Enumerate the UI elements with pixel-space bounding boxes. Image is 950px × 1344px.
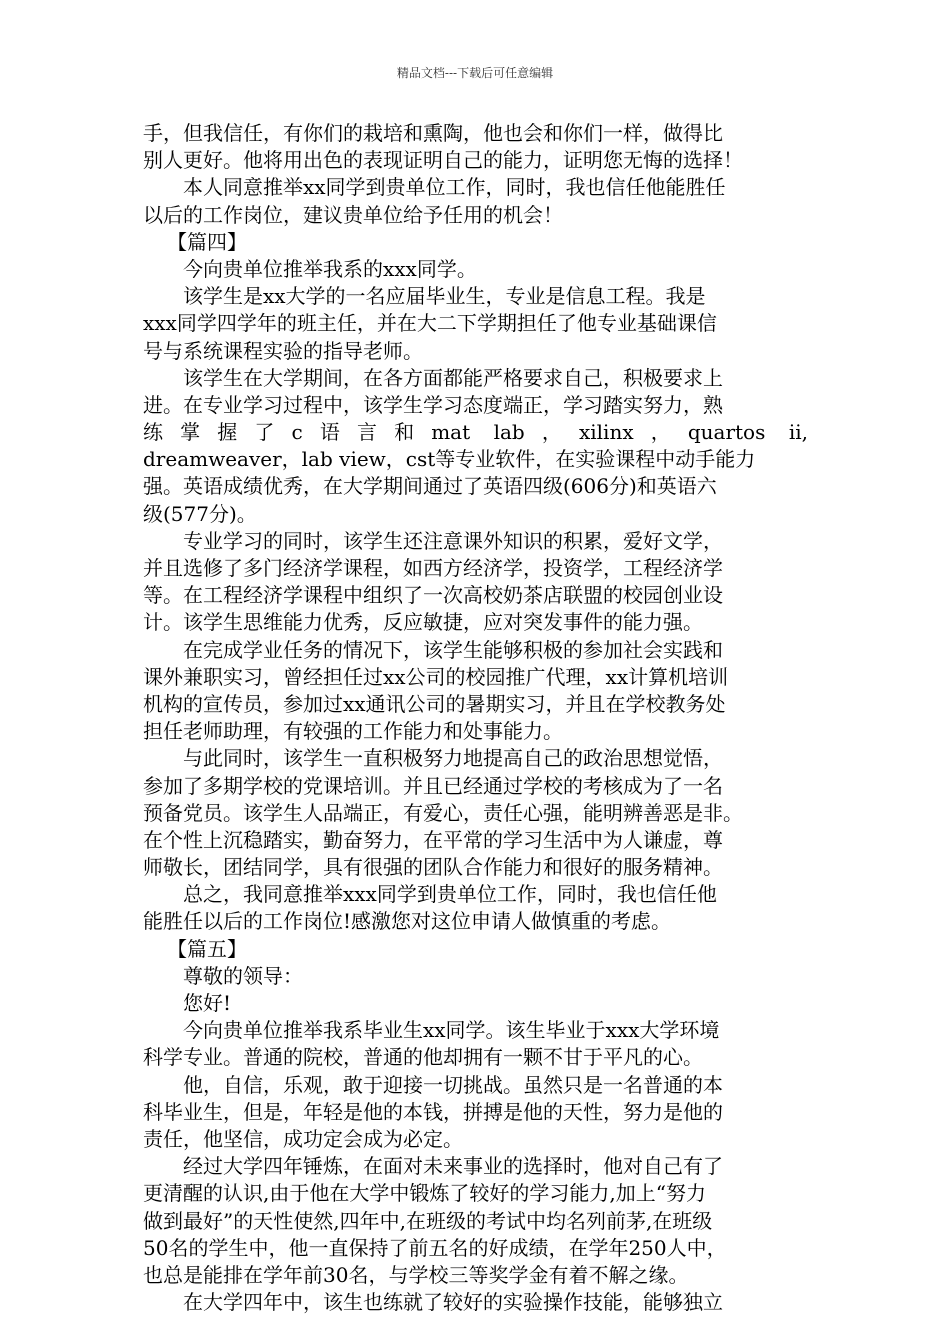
text-line: 以后的工作岗位，建议贵单位给予任用的机会！ (143, 202, 563, 227)
text-line: 该学生是xx大学的一名应届毕业生，专业是信息工程。我是 (183, 284, 706, 309)
text-line: 进。在专业学习过程中，该学生学习态度端正，学习踏实努力，熟 (143, 392, 723, 417)
text-line: 级(577分)。 (143, 501, 257, 526)
text-line: 练掌握了c语言和mat lab，xilinx，quartos ii, (143, 420, 808, 445)
text-line: 等。在工程经济学课程中组织了一次高校奶茶店联盟的校园创业设 (143, 583, 723, 608)
section-heading: 【篇五】 (167, 936, 247, 961)
text-line: 预备党员。该学生人品端正，有爱心，责任心强，能明辨善恶是非。 (143, 800, 743, 825)
text-line: 科学专业。普通的院校，普通的他却拥有一颗不甘于平凡的心。 (143, 1045, 703, 1070)
text-line: 今向贵单位推举我系的xxx同学。 (183, 256, 477, 281)
text-line: 号与系统课程实验的指导老师。 (143, 338, 423, 363)
text-line: 机构的宣传员，参加过xx通讯公司的暑期实习，并且在学校教务处 (143, 691, 726, 716)
greeting: 您好! (183, 991, 232, 1015)
text-line: 参加了多期学校的党课培训。并且已经通过学校的考核成为了一名 (143, 773, 723, 798)
text-line: 在完成学业任务的情况下，该学生能够积极的参加社会实践和 (183, 637, 723, 662)
text-line: 责任，他坚信，成功定会成为必定。 (143, 1126, 463, 1151)
text-line: 今向贵单位推举我系毕业生xx同学。该生毕业于xxx大学环境 (183, 1018, 720, 1043)
text-line: 50名的学生中，他一直保持了前五名的好成绩，在学年250人中， (143, 1235, 727, 1260)
text-line: 该学生在大学期间，在各方面都能严格要求自己，积极要求上 (183, 365, 723, 390)
text-line: 担任老师助理，有较强的工作能力和处事能力。 (143, 719, 563, 744)
text-line: 也总是能排在学年前30名，与学校三等奖学金有着不解之缘。 (143, 1262, 689, 1287)
text-line: xxx同学四学年的班主任，并在大二下学期担任了他专业基础课信 (143, 311, 717, 336)
text-line: 经过大学四年锤炼，在面对未来事业的选择时，他对自己有了 (183, 1154, 723, 1179)
text-line: 计。该学生思维能力优秀，反应敏捷，应对突发事件的能力强。 (143, 610, 703, 635)
text-line: 并且选修了多门经济学课程，如西方经济学，投资学，工程经济学 (143, 556, 723, 580)
section-heading: 【篇四】 (167, 229, 247, 254)
text-line: 做到最好”的天性使然,四年中,在班级的考试中均名列前茅,在班级 (143, 1208, 713, 1233)
text-line: 手，但我信任，有你们的栽培和熏陶，他也会和你们一样，做得比 (143, 121, 723, 145)
text-line: 师敬长，团结同学，具有很强的团队合作能力和很好的服务精神。 (143, 855, 723, 880)
text-line: 他，自信，乐观，敢于迎接一切挑战。虽然只是一名普通的本 (183, 1072, 723, 1097)
text-line: 强。英语成绩优秀，在大学期间通过了英语四级(606分)和英语六 (143, 474, 717, 499)
text-line: 专业学习的同时，该学生还注意课外知识的积累，爱好文学， (183, 528, 723, 553)
document-body (143, 120, 808, 1316)
text-line: 别人更好。他将用出色的表现证明自己的能力，证明您无悔的选择！ (143, 148, 743, 173)
salutation: 尊敬的领导： (183, 963, 303, 988)
text-line: 总之，我同意推举xxx同学到贵单位工作，同时，我也信任他 (183, 882, 717, 907)
text-line: 科毕业生，但是，年轻是他的本钱，拼搏是他的天性，努力是他的 (143, 1099, 723, 1124)
text-line: 在大学四年中，该生也练就了较好的实验操作技能，能够独立 (183, 1290, 723, 1315)
text-line: 与此同时，该学生一直积极努力地提高自己的政治思想觉悟， (183, 746, 723, 771)
text-line: 能胜任以后的工作岗位!感激您对这位申请人做慎重的考虑。 (143, 909, 672, 934)
text-line: 更清醒的认识,由于他在大学中锻炼了较好的学习能力,加上“努力 (143, 1181, 706, 1206)
text-line: 课外兼职实习，曾经担任过xx公司的校园推广代理，xx计算机培训 (143, 664, 729, 689)
text-line: dreamweaver，lab view，cst等专业软件，在实验课程中动手能力 (143, 447, 756, 472)
text-line: 在个性上沉稳踏实，勤奋努力，在平常的学习生活中为人谦虚，尊 (143, 827, 723, 852)
page-header: 精品文档---下载后可任意编辑 (396, 66, 554, 80)
text-line: 本人同意推举xx同学到贵单位工作，同时，我也信任他能胜任 (183, 175, 726, 200)
